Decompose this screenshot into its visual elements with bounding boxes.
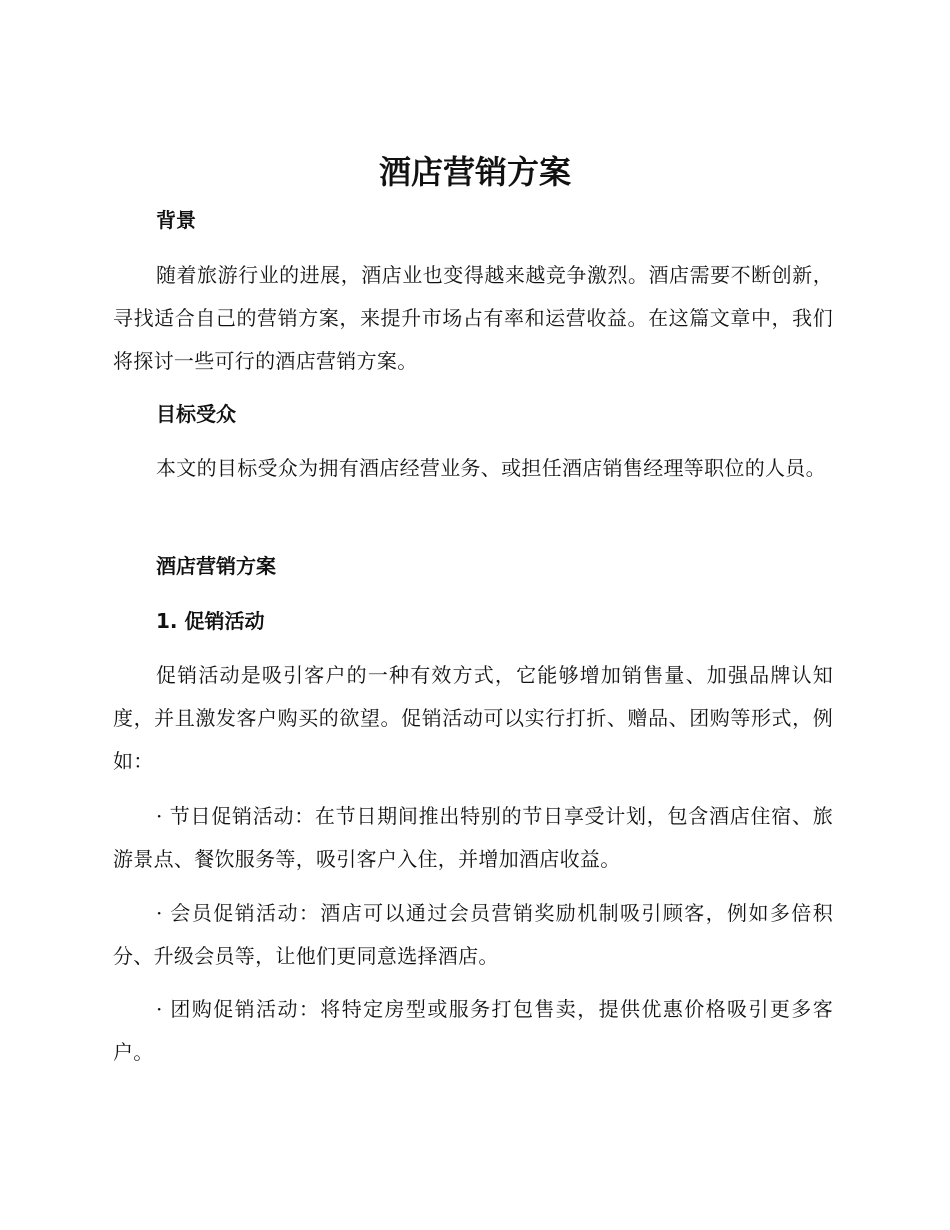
paragraph-background: 随着旅游行业的进展，酒店业也变得越来越竞争激烈。酒店需要不断创新，寻找适合自己的营销方案，来提升市场占有率和运营收益。在这篇文章中，我们将探讨一些可行的酒店营销方案。 [113, 263, 833, 373]
paragraph-promotions: 促销活动是吸引客户的一种有效方式，它能够增加销售量、加强品牌认知度，并且激发客户购买的欲望。促销活动可以实行打折、赠品、团购等形式，例如： [113, 663, 833, 773]
heading-target-audience: 目标受众 [156, 402, 236, 426]
heading-marketing-plan: 酒店营销方案 [156, 554, 276, 578]
bullet-holiday-promotion: · 节日促销活动：在节日期间推出特别的节日享受计划，包含酒店住宿、旅游景点、餐饮服务等，吸引客户入住，并增加酒店收益。 [113, 804, 833, 871]
document-title: 酒店营销方案 [378, 153, 571, 191]
heading-background: 背景 [156, 208, 196, 232]
heading-promotions: 1. 促销活动 [156, 609, 265, 633]
paragraph-target-audience: 本文的目标受众为拥有酒店经营业务、或担任酒店销售经理等职位的人员。 [156, 456, 826, 480]
bullet-group-promotion: · 团购促销活动：将特定房型或服务打包售卖，提供优惠价格吸引更多客户。 [113, 997, 833, 1064]
bullet-member-promotion: · 会员促销活动：酒店可以通过会员营销奖励机制吸引顾客，例如多倍积分、升级会员等，让他们更同意选择酒店。 [113, 901, 833, 968]
